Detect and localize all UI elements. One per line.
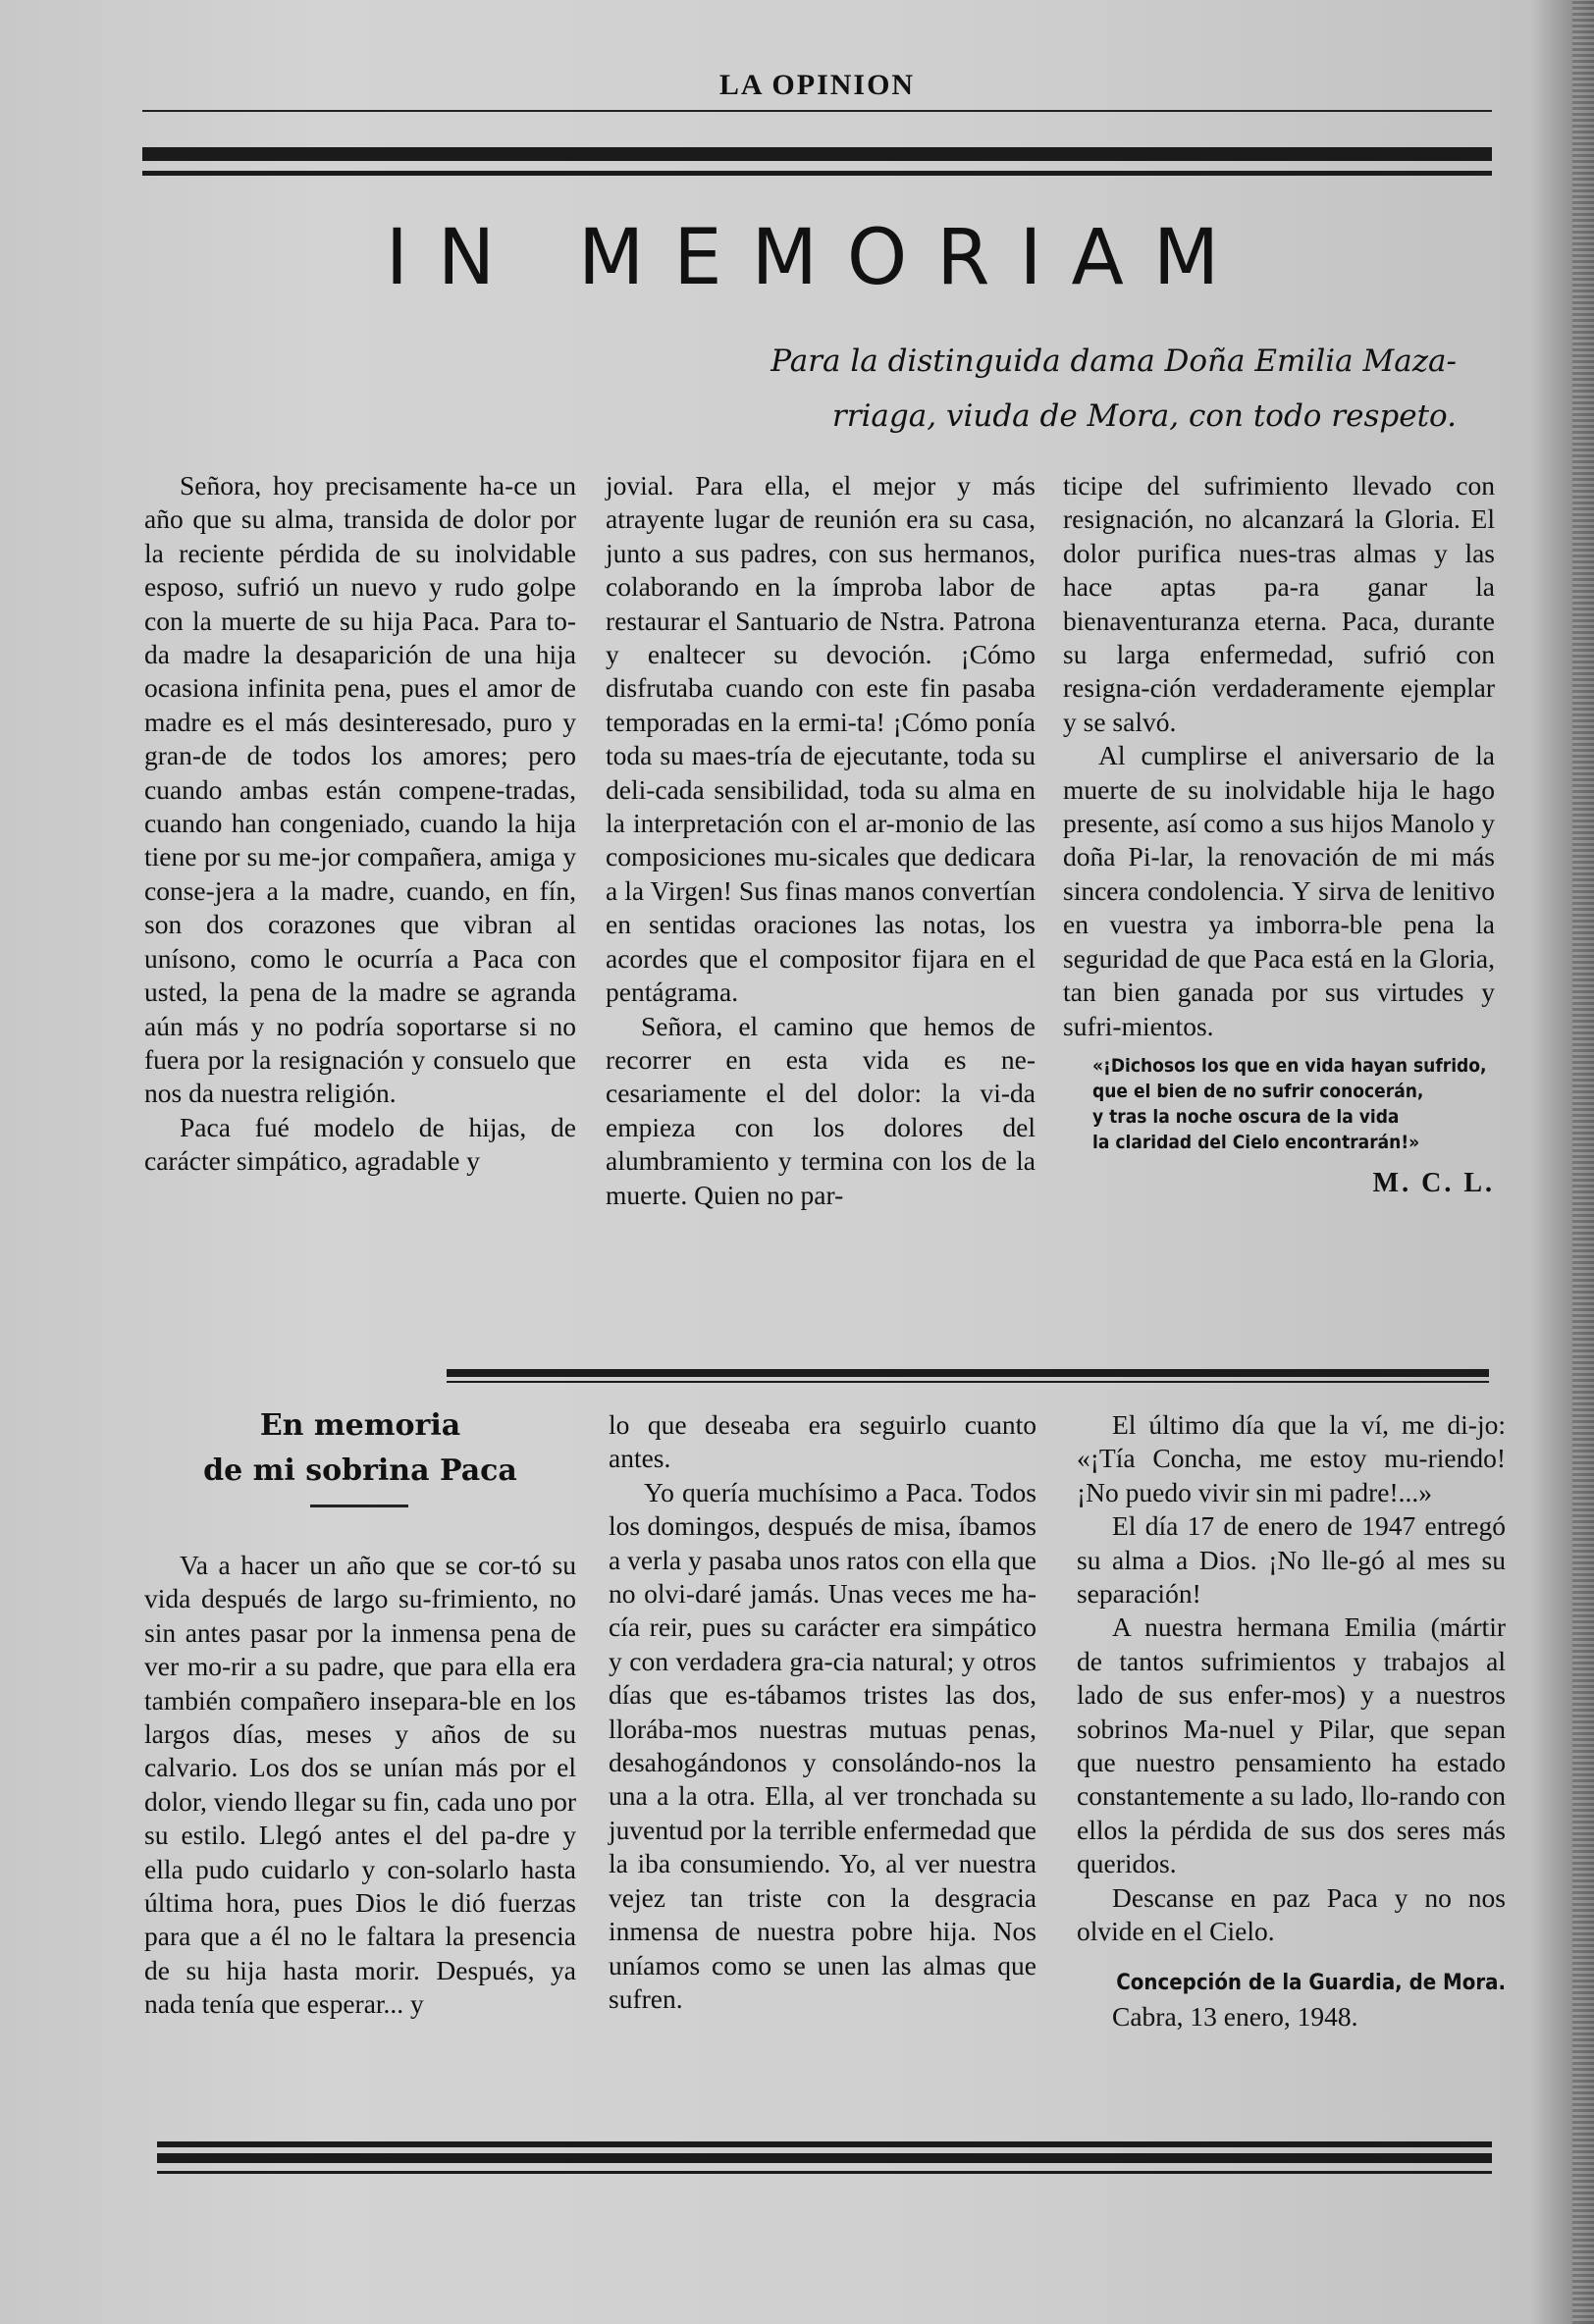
poem-line: y tras la noche oscura de la vida [1092,1105,1400,1128]
article2-column-1 [144,1549,576,2022]
bottom-rule [157,2141,1492,2147]
place-date: Cabra, 13 enero, 1948. [1112,2000,1358,2032]
paragraph: jovial. Para ella, el mejor y más atrayente lugar de reunión era su casa, junto a sus padres, con sus hermanos, colaborando en la ímproba labor de restaurar el Santuario de Nstra. Patrona y enaltecer su devoción. ¡Cómo disfrutaba cuando con este fin pasaba temporadas en la ermi-ta! ¡Cómo ponía toda su maes-tría de ejecutante, toda su deli-cada sensibilidad, toda su alma en la interpretación con el ar-monio de las composiciones mu-sicales que dedicara a la Virgen! Sus finas manos convertían en sentidas oraciones las notas, los acordes que el compositor fijara en el pentágrama. [606,470,1036,1008]
article2-column-3 [1077,1408,1506,2034]
paragraph: El último día que la ví, me di-jo: «¡Tía Concha, me estoy mu-riendo! ¡No puedo vivir sin mi padre!...» [1077,1409,1506,1507]
paragraph: A nuestra hermana Emilia (mártir de tantos sufrimientos y trabajos al lado de sus enfer-mos) y a nuestros sobrinos Ma-nuel y Pilar, que sepan que nuestro pensamiento ha estado constantemente a su lado, llo-rando con ellos la pérdida de sus dos seres más queridos. [1077,1611,1506,1879]
top-thick-rule [142,147,1492,161]
bottom-rule [157,2171,1492,2174]
section-divider [447,1369,1489,1377]
binding-edge [1572,0,1594,2324]
poem-line: «¡Dichosos los que en vida hayan sufrido, [1092,1054,1487,1077]
article2-title [144,1403,576,1494]
title-underline [310,1505,408,1507]
header-rule [142,110,1492,112]
signature: Concepción de la Guardia, de Mora. [1116,1970,1506,1995]
article-column-1 [144,469,576,1179]
bottom-rule [157,2153,1492,2163]
dedication-line: rriaga, viuda de Mora, con todo respeto. [831,398,1457,434]
poem-line: la claridad del Cielo encontrarán!» [1092,1131,1420,1153]
article-title: IN MEMORIAM [385,214,1249,302]
title-line: En memoria [259,1408,461,1443]
paragraph: Paca fué modelo de hijas, de carácter simpático, agradable y [144,1111,576,1177]
top-thin-rule [142,171,1492,176]
signature: M. C. L. [1372,1167,1495,1198]
title-line: de mi sobrina Paca [203,1453,517,1488]
paragraph: El día 17 de enero de 1947 entregó su alma a Dios. ¡No lle-gó al mes su separación! [1077,1510,1506,1610]
paragraph: lo que deseaba era seguirlo cuanto antes. [609,1409,1036,1474]
running-header: LA OPINION [718,69,916,101]
article-column-2 [606,469,1036,1212]
paragraph: Señora, el camino que hemos de recorrer en esta vida es ne-cesariamente el del dolor: la vi-da empieza con los dolores del alumbramiento y termina con los de la muerte. Quien no par- [606,1010,1036,1210]
article2-column-2 [609,1408,1036,2016]
paragraph: Al cumplirse el aniversario de la muerte de su inolvidable hija le hago presente, así como a sus hijos Manolo y doña Pi-lar, la renovación de mi más sincera condolencia. Y sirva de lenitivo en vuestra ya imborra-ble pena la seguridad de que Paca está en la Gloria, tan bien ganada por sus virtudes y sufri-mientos. [1063,740,1495,1041]
poem-line: que el bien de no sufrir conocerán, [1092,1080,1424,1102]
dedication-line: Para la distinguida dama Doña Emilia Maza- [770,343,1457,379]
paragraph: Yo quería muchísimo a Paca. Todos los domingos, después de misa, íbamos a verla y pasaba unos ratos con ella que no olvi-daré jamás. Unas veces me ha-cía reir, pues su carácter era simpático y con verdadera gra-cia natural; y otros días que es-tábamos tristes las dos, llorába-mos nuestras mutuas penas, desahogándonos y consolándo-nos la una a la otra. Ella, al ver tronchada su juventud por la terrible enfermedad que la iba consumiendo. Yo, al ver nuestra vejez tan triste con la desgracia inmensa de nuestra pobre hija. Nos uníamos como se unen las almas que sufren. [609,1476,1036,2014]
article-column-3 [1063,469,1495,1200]
paragraph: Va a hacer un año que se cor-tó su vida después de largo su-frimiento, no sin antes pasar por la inmensa pena de ver mo-rir a su padre, que para ella era también compañero insepara-ble en los largos días, meses y años de su calvario. Los dos se unían más por el dolor, viendo llegar su fin, cada uno por su estilo. Llegó antes el del pa-dre y ella pudo cuidarlo y con-solarlo hasta última hora, pues Dios le dió fuerzas para que a él no le faltara la presencia de su hija hasta morir. Después, ya nada tenía que esperar... y [144,1550,576,2020]
dedication [573,334,1457,444]
section-divider-thin [447,1381,1489,1383]
paragraph: Señora, hoy precisamente ha-ce un año que su alma, transida de dolor por la reciente pérdida de su inolvidable esposo, sufrió un nuevo y rudo golpe con la muerte de su hija Paca. Para to-da madre la desaparición de una hija ocasiona infinita pena, pues el amor de madre es el más desinteresado, puro y gran-de de todos los amores; pero cuando ambas están compene-tradas, cuando han congeniado, cuando la hija tiene por su me-jor compañera, amiga y conse-jera a la madre, cuando, en fín, son dos corazones que vibran al unísono, como le ocurría a Paca con usted, la pena de la madre se agranda aún más y no podría soportarse si no fuera por la resignación y consuelo que nos da nuestra religión. [144,470,576,1109]
paragraph: ticipe del sufrimiento llevado con resignación, no alcanzará la Gloria. El dolor purifica nues-tras almas y las hace aptas pa-ra ganar la bienaventuranza eterna. Paca, durante su larga enfermedad, sufrió con resigna-ción verdaderamente ejemplar y se salvó. [1063,470,1495,737]
paragraph: Descanse en paz Paca y no nos olvide en el Cielo. [1077,1881,1506,1947]
poem-quote [1092,1053,1495,1155]
